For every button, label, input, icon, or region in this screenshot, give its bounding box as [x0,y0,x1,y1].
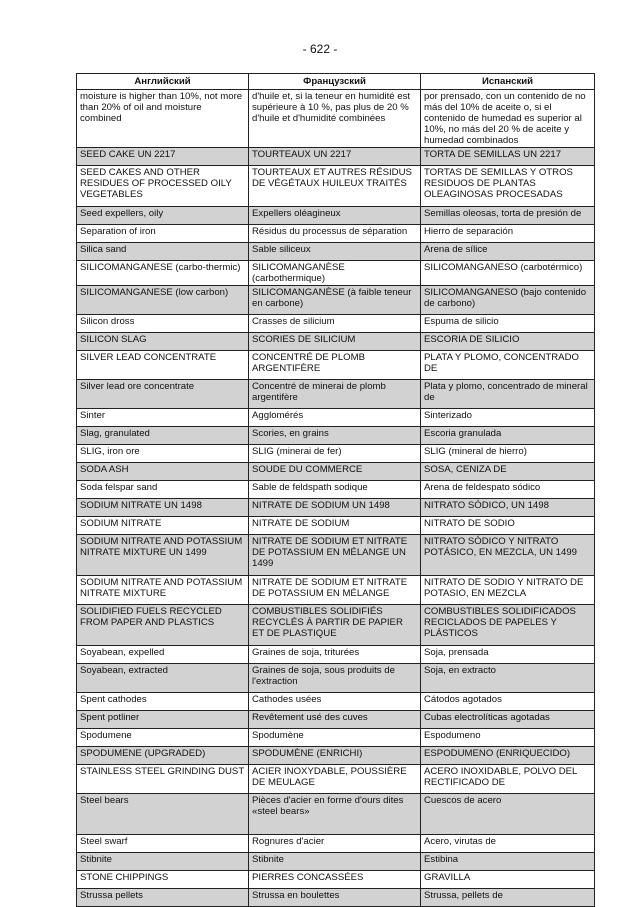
cell-french: SPODUMÈNE (ENRICHI) [249,747,421,765]
cell-spanish: SILICOMANGANESO (carbotérmico) [421,261,595,286]
cell-spanish: Acero, virutas de [421,835,595,853]
cell-french: SLIG (minerai de fer) [249,445,421,463]
table-row [77,871,595,889]
cell-spanish: SOSA, CENIZA DE [421,463,595,481]
table-row [77,835,595,853]
cell-spanish: Cuescos de acero [421,794,595,835]
table-row [77,243,595,261]
cell-french: Résidus du processus de séparation [249,225,421,243]
cell-english: Spodumene [77,729,249,747]
cell-french: Spodumène [249,729,421,747]
table-row [77,463,595,481]
cell-english: SILICON SLAG [77,333,249,351]
table-row [77,853,595,871]
cell-english: SILICOMANGANESE (carbo-thermic) [77,261,249,286]
cell-spanish: Hierro de separación [421,225,595,243]
cell-english: SODA ASH [77,463,249,481]
cell-english: Steel swarf [77,835,249,853]
cell-french: Graines de soja, triturées [249,646,421,664]
table-row [77,535,595,576]
cell-french: NITRATE DE SODIUM UN 1498 [249,499,421,517]
cell-french: Expellers oléagineux [249,207,421,225]
table-row [77,794,595,835]
cell-spanish: ACERO INOXIDABLE, POLVO DEL RECTIFICADO DE [421,765,595,794]
table-row [77,605,595,646]
table-row [77,576,595,605]
cell-french: d'huile et, si la teneur en humidité est supérieure à 10 %, pas plus de 20 % d'huile et d'humidité combinées [249,90,421,148]
cell-french: Strussa en boulettes [249,889,421,907]
cell-english: SODIUM NITRATE AND POTASSIUM NITRATE MIXTURE [77,576,249,605]
cell-french: NITRATE DE SODIUM ET NITRATE DE POTASSIUM EN MÉLANGE UN 1499 [249,535,421,576]
cell-english: Soda felspar sand [77,481,249,499]
cell-french: TOURTEAUX UN 2217 [249,148,421,166]
cell-english: Silver lead ore concentrate [77,380,249,409]
cell-english: Sinter [77,409,249,427]
cell-spanish: Espodumeno [421,729,595,747]
cell-french: SOUDE DU COMMERCE [249,463,421,481]
cell-french: NITRATE DE SODIUM [249,517,421,535]
cell-spanish: Sinterizado [421,409,595,427]
cell-french: SILICOMANGANÈSE (carbothermique) [249,261,421,286]
table-row [77,225,595,243]
cell-english: Spent potliner [77,711,249,729]
table-header-row [77,74,595,90]
cell-english: STAINLESS STEEL GRINDING DUST [77,765,249,794]
cell-french: Concentré de minerai de plomb argentifère [249,380,421,409]
cell-spanish: Arena de feldespato sódico [421,481,595,499]
cell-french: Revêtement usé des cuves [249,711,421,729]
table-row [77,481,595,499]
cell-spanish: Arena de sílice [421,243,595,261]
cell-spanish: Soja, en extracto [421,664,595,693]
table-row [77,445,595,463]
cell-english: SODIUM NITRATE UN 1498 [77,499,249,517]
cell-french: ACIER INOXYDABLE, POUSSIÈRE DE MEULAGE [249,765,421,794]
table-row [77,664,595,693]
table-row [77,499,595,517]
cell-spanish: TORTA DE SEMILLAS UN 2217 [421,148,595,166]
table-row [77,333,595,351]
cell-english: Strussa pellets [77,889,249,907]
table-row [77,729,595,747]
table-row [77,315,595,333]
column-header-spanish: Испанский [421,74,595,90]
cell-spanish: Cubas electrolíticas agotadas [421,711,595,729]
cell-spanish: Espuma de silicio [421,315,595,333]
table-row [77,261,595,286]
cell-english: moisture is higher than 10%, not more than 20% of oil and moisture combined [77,90,249,148]
cell-spanish: ESPODUMENO (ENRIQUECIDO) [421,747,595,765]
cell-spanish: Escoria granulada [421,427,595,445]
table-row [77,286,595,315]
cell-french: Crasses de silicium [249,315,421,333]
cell-french: Sable de feldspath sodique [249,481,421,499]
page-number: - 622 - [302,42,338,56]
table-row [77,747,595,765]
cell-english: Slag, granulated [77,427,249,445]
cell-spanish: Cátodos agotados [421,693,595,711]
cell-spanish: NITRATO DE SODIO Y NITRATO DE POTASIO, EN MEZCLA [421,576,595,605]
cell-french: Pièces d'acier en forme d'ours dites «steel bears» [249,794,421,835]
cell-spanish: Strussa, pellets de [421,889,595,907]
table-body [77,90,595,907]
cell-english: SOLIDIFIED FUELS RECYCLED FROM PAPER AND PLASTICS [77,605,249,646]
cell-spanish: ESCORIA DE SILICIO [421,333,595,351]
cell-french: TOURTEAUX ET AUTRES RÉSIDUS DE VÉGÉTAUX HUILEUX TRAITÉS [249,166,421,207]
cell-french: PIERRES CONCASSÉES [249,871,421,889]
cell-french: CONCENTRÉ DE PLOMB ARGENTIFÈRE [249,351,421,380]
cell-spanish: GRAVILLA [421,871,595,889]
cell-english: Separation of iron [77,225,249,243]
cell-spanish: NITRATO SÓDICO Y NITRATO POTÁSICO, EN MEZCLA, UN 1499 [421,535,595,576]
table-row [77,646,595,664]
column-header-french: Французский [249,74,421,90]
cell-french: SILICOMANGANÈSE (à faible teneur en carbone) [249,286,421,315]
cell-french: NITRATE DE SODIUM ET NITRATE DE POTASSIUM EN MÉLANGE [249,576,421,605]
table-row [77,148,595,166]
table-row [77,693,595,711]
cell-english: SILICOMANGANESE (low carbon) [77,286,249,315]
cell-spanish: Plata y plomo, concentrado de mineral de [421,380,595,409]
table-row [77,889,595,907]
cell-english: Seed expellers, oily [77,207,249,225]
cell-spanish: PLATA Y PLOMO, CONCENTRADO DE [421,351,595,380]
cell-english: SILVER LEAD CONCENTRATE [77,351,249,380]
table-row [77,409,595,427]
table-row [77,711,595,729]
cell-english: SODIUM NITRATE [77,517,249,535]
cell-french: Sable siliceux [249,243,421,261]
cell-french: Rognures d'acier [249,835,421,853]
cell-spanish: TORTAS DE SEMILLAS Y OTROS RESIDUOS DE PLANTAS OLEAGINOSAS PROCESADAS [421,166,595,207]
cell-english: Steel bears [77,794,249,835]
column-header-english: Английский [77,74,249,90]
table-row [77,380,595,409]
cell-french: Graines de soja, sous produits de l'extraction [249,664,421,693]
cell-english: STONE CHIPPINGS [77,871,249,889]
cell-english: Stibnite [77,853,249,871]
cell-english: SPODUMENE (UPGRADED) [77,747,249,765]
table-row [77,427,595,445]
cell-french: Agglomérés [249,409,421,427]
cell-spanish: Estibina [421,853,595,871]
cell-english: Soyabean, expelled [77,646,249,664]
cell-french: Cathodes usées [249,693,421,711]
table-row [77,90,595,148]
cell-spanish: Soja, prensada [421,646,595,664]
cell-spanish: NITRATO DE SODIO [421,517,595,535]
cell-spanish: SILICOMANGANESO (bajo contenido de carbono) [421,286,595,315]
cell-english: SLIG, iron ore [77,445,249,463]
cell-english: SEED CAKES AND OTHER RESIDUES OF PROCESSED OILY VEGETABLES [77,166,249,207]
cell-spanish: NITRATO SÓDICO, UN 1498 [421,499,595,517]
cell-spanish: Semillas oleosas, torta de presión de [421,207,595,225]
terms-table [76,73,595,907]
table-row [77,765,595,794]
cell-english: SEED CAKE UN 2217 [77,148,249,166]
table-row [77,207,595,225]
table-row [77,517,595,535]
cell-french: SCORIES DE SILICIUM [249,333,421,351]
table-row [77,166,595,207]
cell-english: Silica sand [77,243,249,261]
cell-french: Stibnite [249,853,421,871]
cell-spanish: COMBUSTIBLES SOLIDIFICADOS RECICLADOS DE PAPELES Y PLÁSTICOS [421,605,595,646]
cell-english: SODIUM NITRATE AND POTASSIUM NITRATE MIXTURE UN 1499 [77,535,249,576]
cell-spanish: por prensado, con un contenido de no más del 10% de aceite o, si el contenido de humedad es superior al 10%, no más del 20 % de aceite y humedad combinados [421,90,595,148]
table-row [77,351,595,380]
cell-english: Spent cathodes [77,693,249,711]
cell-english: Soyabean, extracted [77,664,249,693]
cell-spanish: SLIG (mineral de hierro) [421,445,595,463]
cell-french: COMBUSTIBLES SOLIDIFIÉS RECYCLÉS À PARTIR DE PAPIER ET DE PLASTIQUE [249,605,421,646]
cell-english: Silicon dross [77,315,249,333]
cell-french: Scories, en grains [249,427,421,445]
